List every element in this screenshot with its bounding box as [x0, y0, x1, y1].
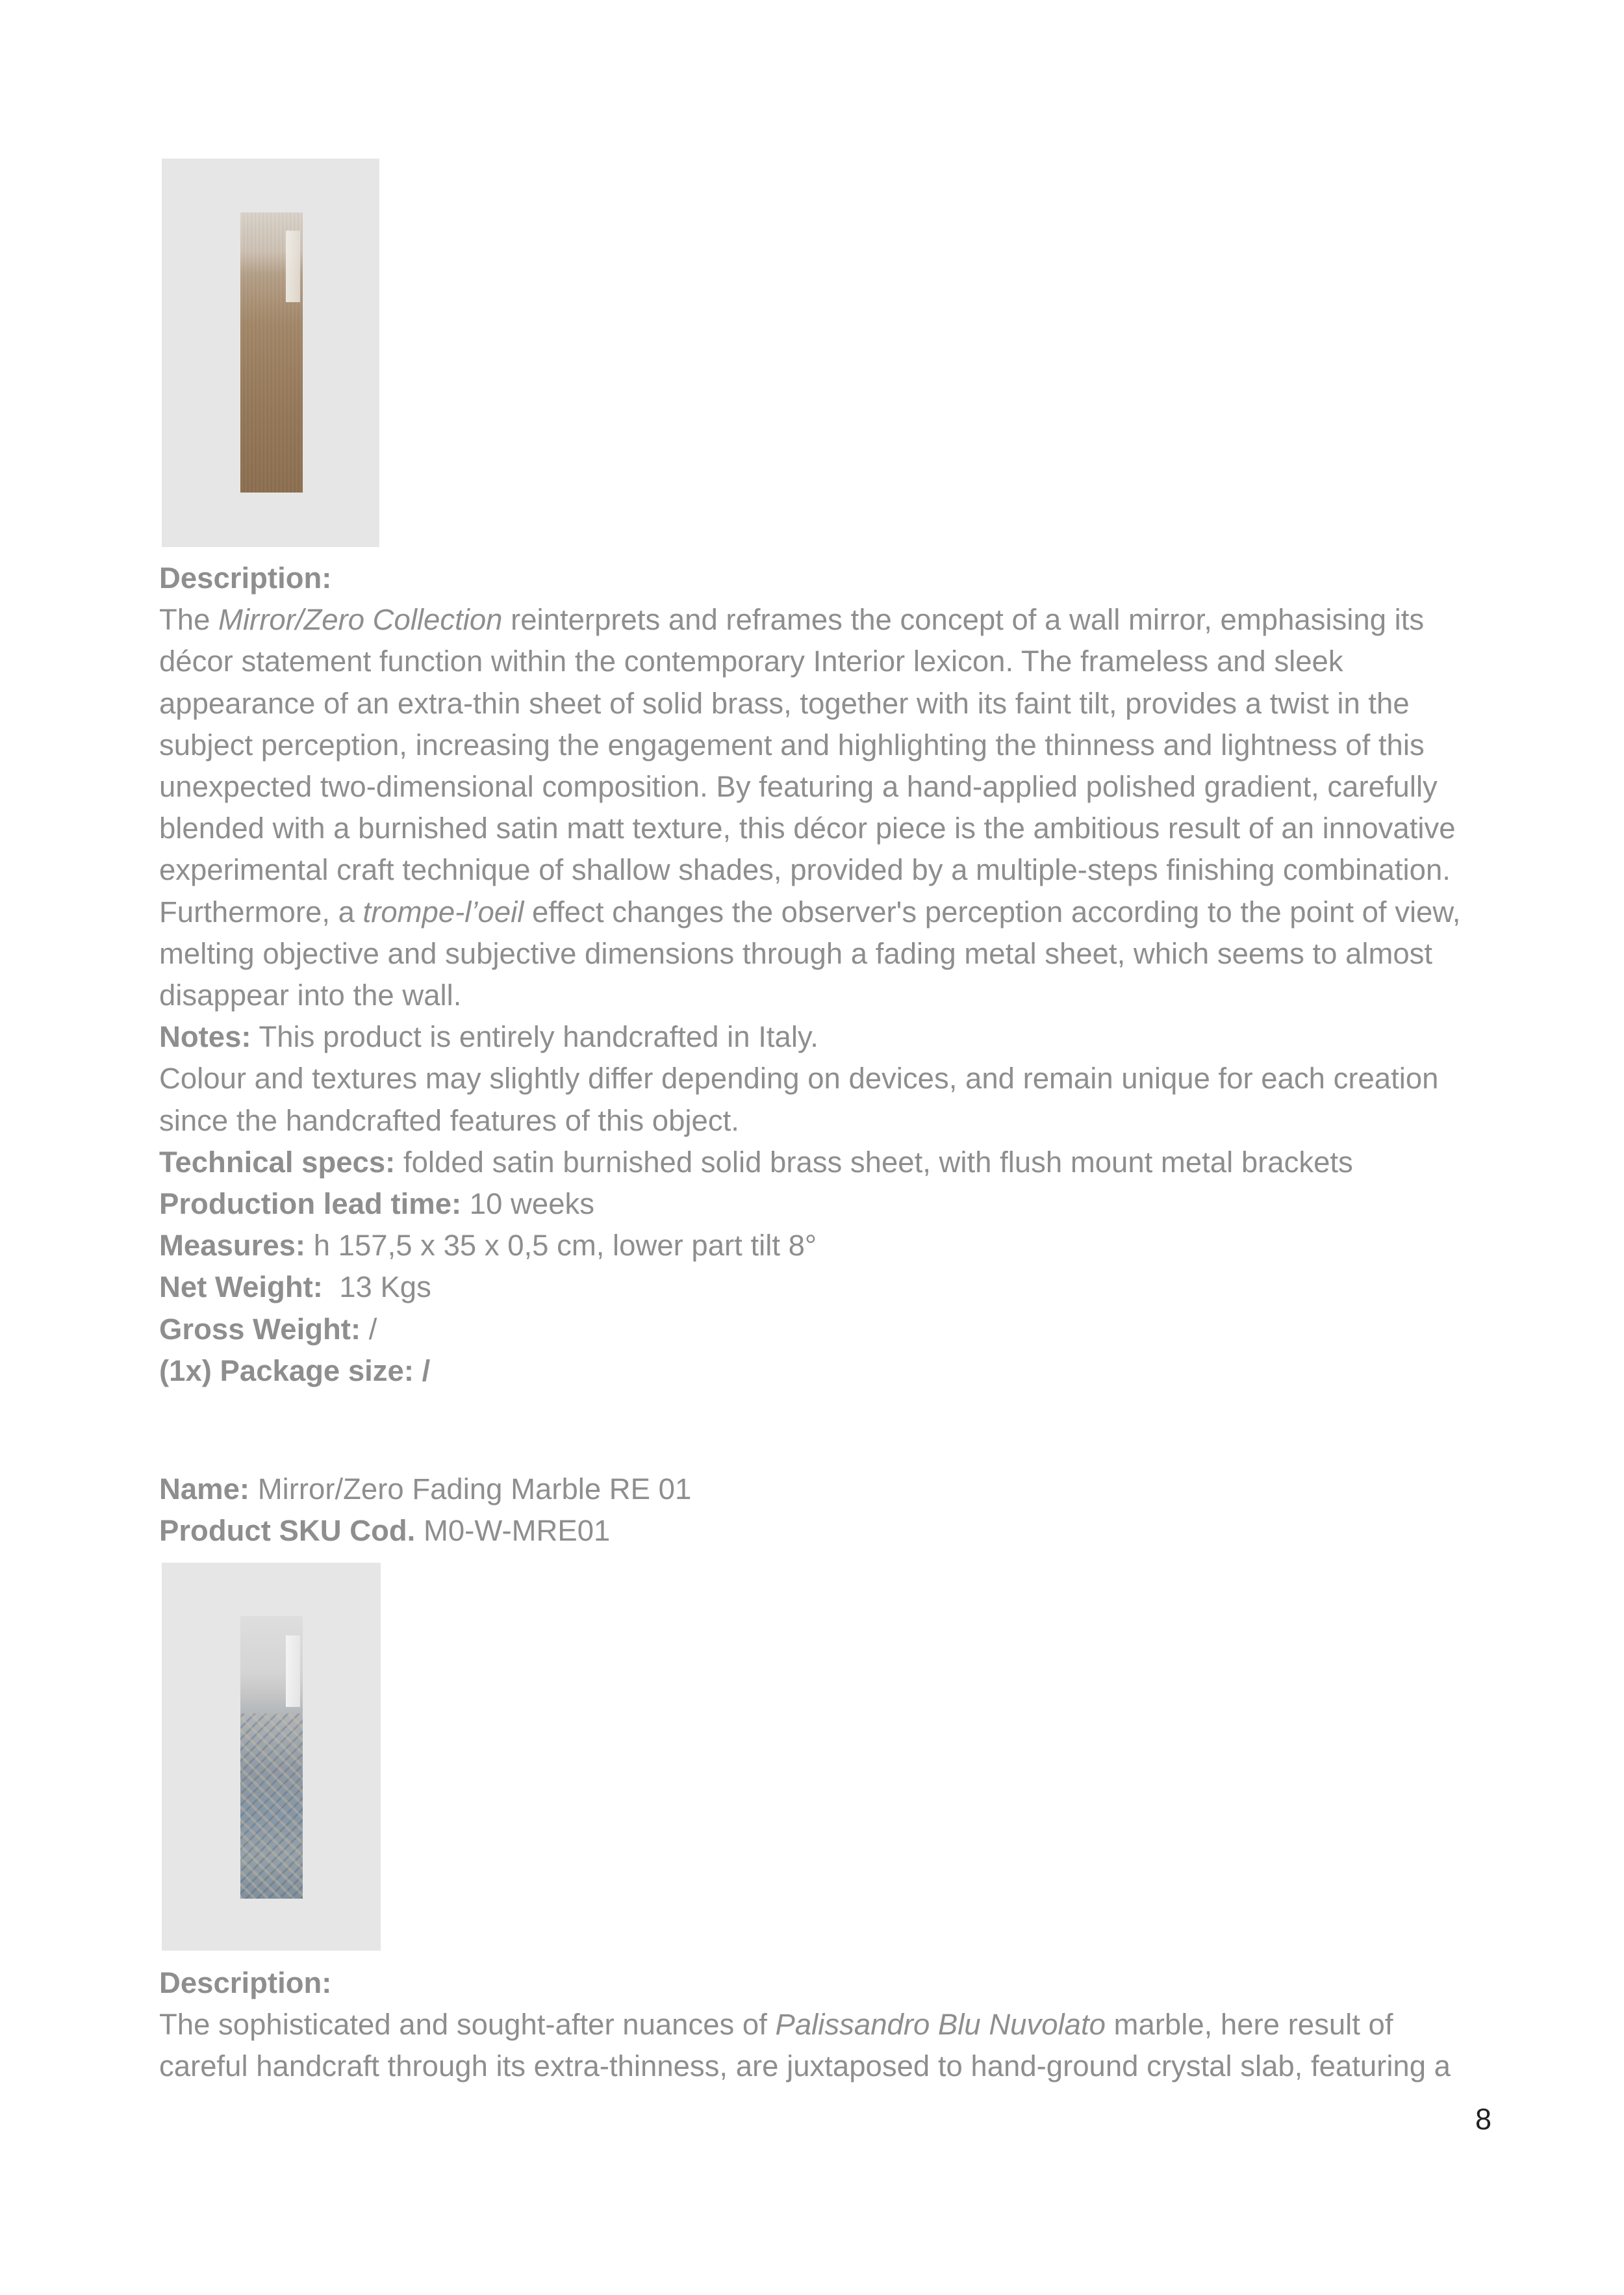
brass-mirror-image [240, 212, 303, 493]
description-paragraph: The Mirror/Zero Collection reinterprets and reframes the concept of a wall mirror, emphasising its décor statement function within the contemporary Interior lexicon. The frameless and sleek appearance of an extra-thin sheet of solid brass, together with its faint tilt, provides a twist in the subject perception, increasing the engagement and highlighting the thinness and lightness of this unexpected two-dimensional composition. By featuring a hand-applied polished gradient, carefully blended with a burnished satin matt texture, this décor piece is the ambitious result of an innovative experimental craft technique of shallow shades, provided by a multiple-steps finishing combination. Furthermore, a trompe-l’oeil effect changes the observer's perception according to the point of view, melting objective and subjective dimensions through a fading metal sheet, which seems to almost disappear into the wall. [159, 603, 1461, 1012]
description-heading: Description: [159, 561, 332, 595]
technical-specs-line: Technical specs: folded satin burnished solid brass sheet, with flush mount metal brackets [159, 1145, 1353, 1179]
page-number: 8 [1475, 2103, 1491, 2136]
product-photo-brass-mirror [162, 159, 379, 547]
net-weight-line: Net Weight: 13 Kgs [159, 1270, 431, 1304]
marble-mirror-image [240, 1616, 303, 1899]
description-heading: Description: [159, 1966, 332, 1999]
lead-time-line: Production lead time: 10 weeks [159, 1187, 595, 1221]
measures-line: Measures: h 157,5 x 35 x 0,5 cm, lower part tilt 8° [159, 1229, 817, 1263]
product-2-details [159, 1962, 1484, 2088]
product-photo-marble-mirror [162, 1563, 381, 1951]
colour-note: Colour and textures may slightly differ depending on devices, and remain unique for each creation since the handcrafted features of this object. [159, 1062, 1439, 1137]
notes-line: Notes: This product is entirely handcrafted in Italy. [159, 1020, 818, 1054]
product-sku-line: Product SKU Cod. M0-W-MRE01 [159, 1514, 611, 1548]
product-1-details [159, 558, 1484, 1392]
product-2-header [159, 1468, 1484, 1552]
gross-weight-line: Gross Weight: / [159, 1312, 377, 1346]
description-paragraph: The sophisticated and sought-after nuances of Palissandro Blu Nuvolato marble, here result of careful handcraft through its extra-thinness, are juxtaposed to hand-ground crystal slab, featuring a [159, 2008, 1451, 2083]
package-size-line: (1x) Package size: / [159, 1353, 431, 1387]
product-name-line: Name: Mirror/Zero Fading Marble RE 01 [159, 1472, 692, 1506]
